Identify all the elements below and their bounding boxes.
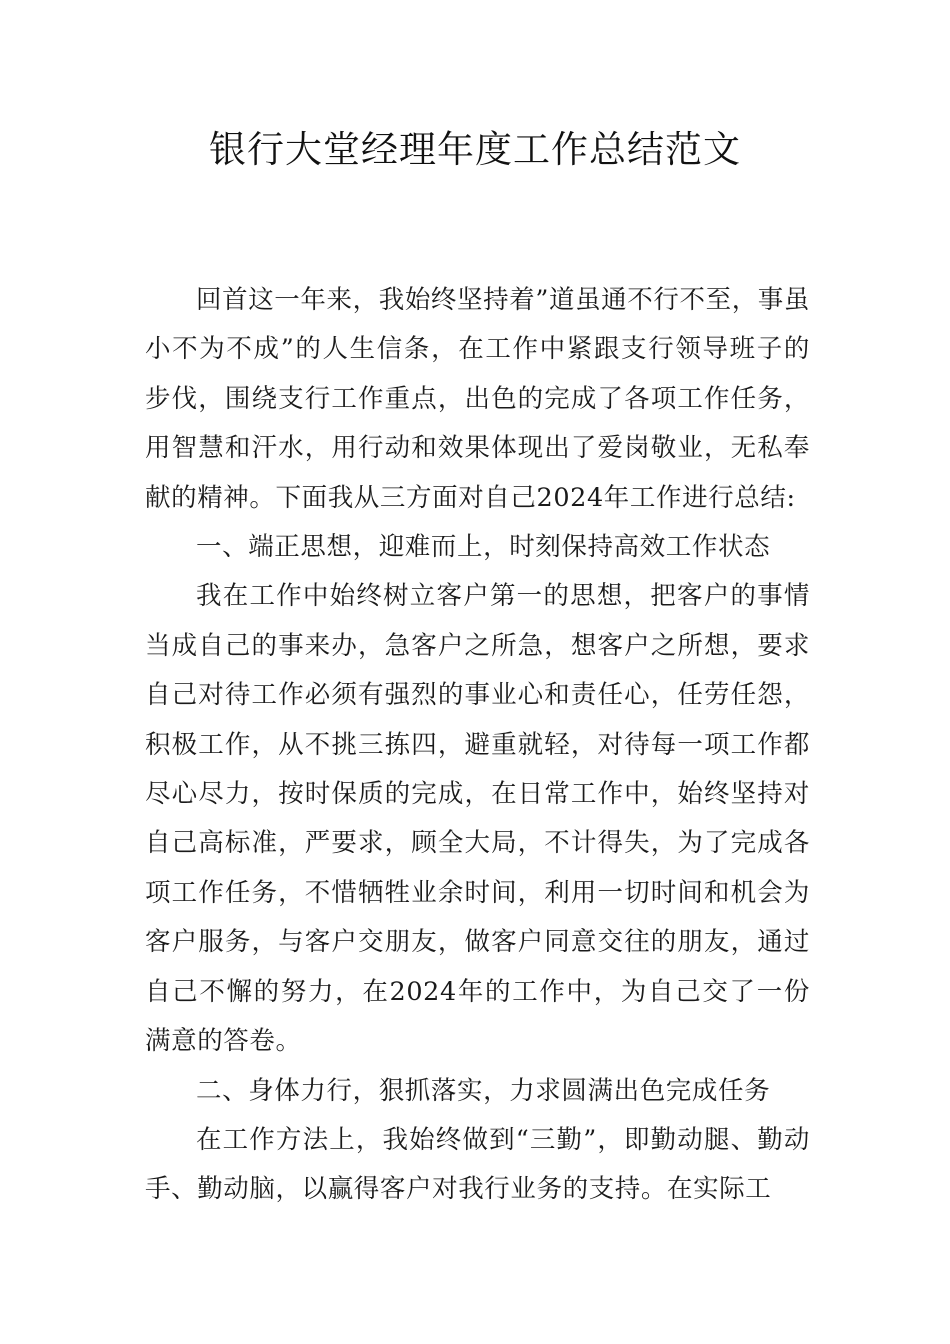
section-2-paragraph: 在工作方法上，我始终做到“三勤”，即勤动腿、勤动手、勤动脑，以赢得客户对我行业务的支持。在实际工 [145,1124,810,1205]
intro-paragraph: 回首这一年来，我始终坚持着”道虽通不行不至，事虽小不为不成”的人生信条，在工作中紧跟支行领导班子的步伐，围绕支行工作重点，出色的完成了各项工作任务，用智慧和汗水，用行动和效果体现出了爱岗敬业，无私奉献的精神。下面我从三方面对自己2024年工作进行总结: [145,285,811,513]
section-heading-2: 二、身体力行，狠抓落实，力求圆满出色完成任务 [196,1075,771,1106]
document-title: 银行大堂经理年度工作总结范文 [209,128,741,171]
section-heading-1: 一、端正思想，迎难而上，时刻保持高效工作状态 [196,532,771,563]
section-1-paragraph: 我在工作中始终树立客户第一的思想，把客户的事情当成自己的事来办，急客户之所急，想客户之所想，要求自己对待工作必须有强烈的事业心和责任心，任劳任怨，积极工作，从不挑三拣四，避重就轻，对待每一项工作都尽心尽力，按时保质的完成，在日常工作中，始终坚持对自己高标准，严要求，顾全大局，不计得失，为了完成各项工作任务，不惜牺牲业余时间，利用一切时间和机会为客户服务，与客户交朋友，做客户同意交往的朋友，通过自己不懈的努力，在2024年的工作中，为自己交了一份满意的答卷。 [145,581,810,1057]
document-body [145,276,810,1215]
